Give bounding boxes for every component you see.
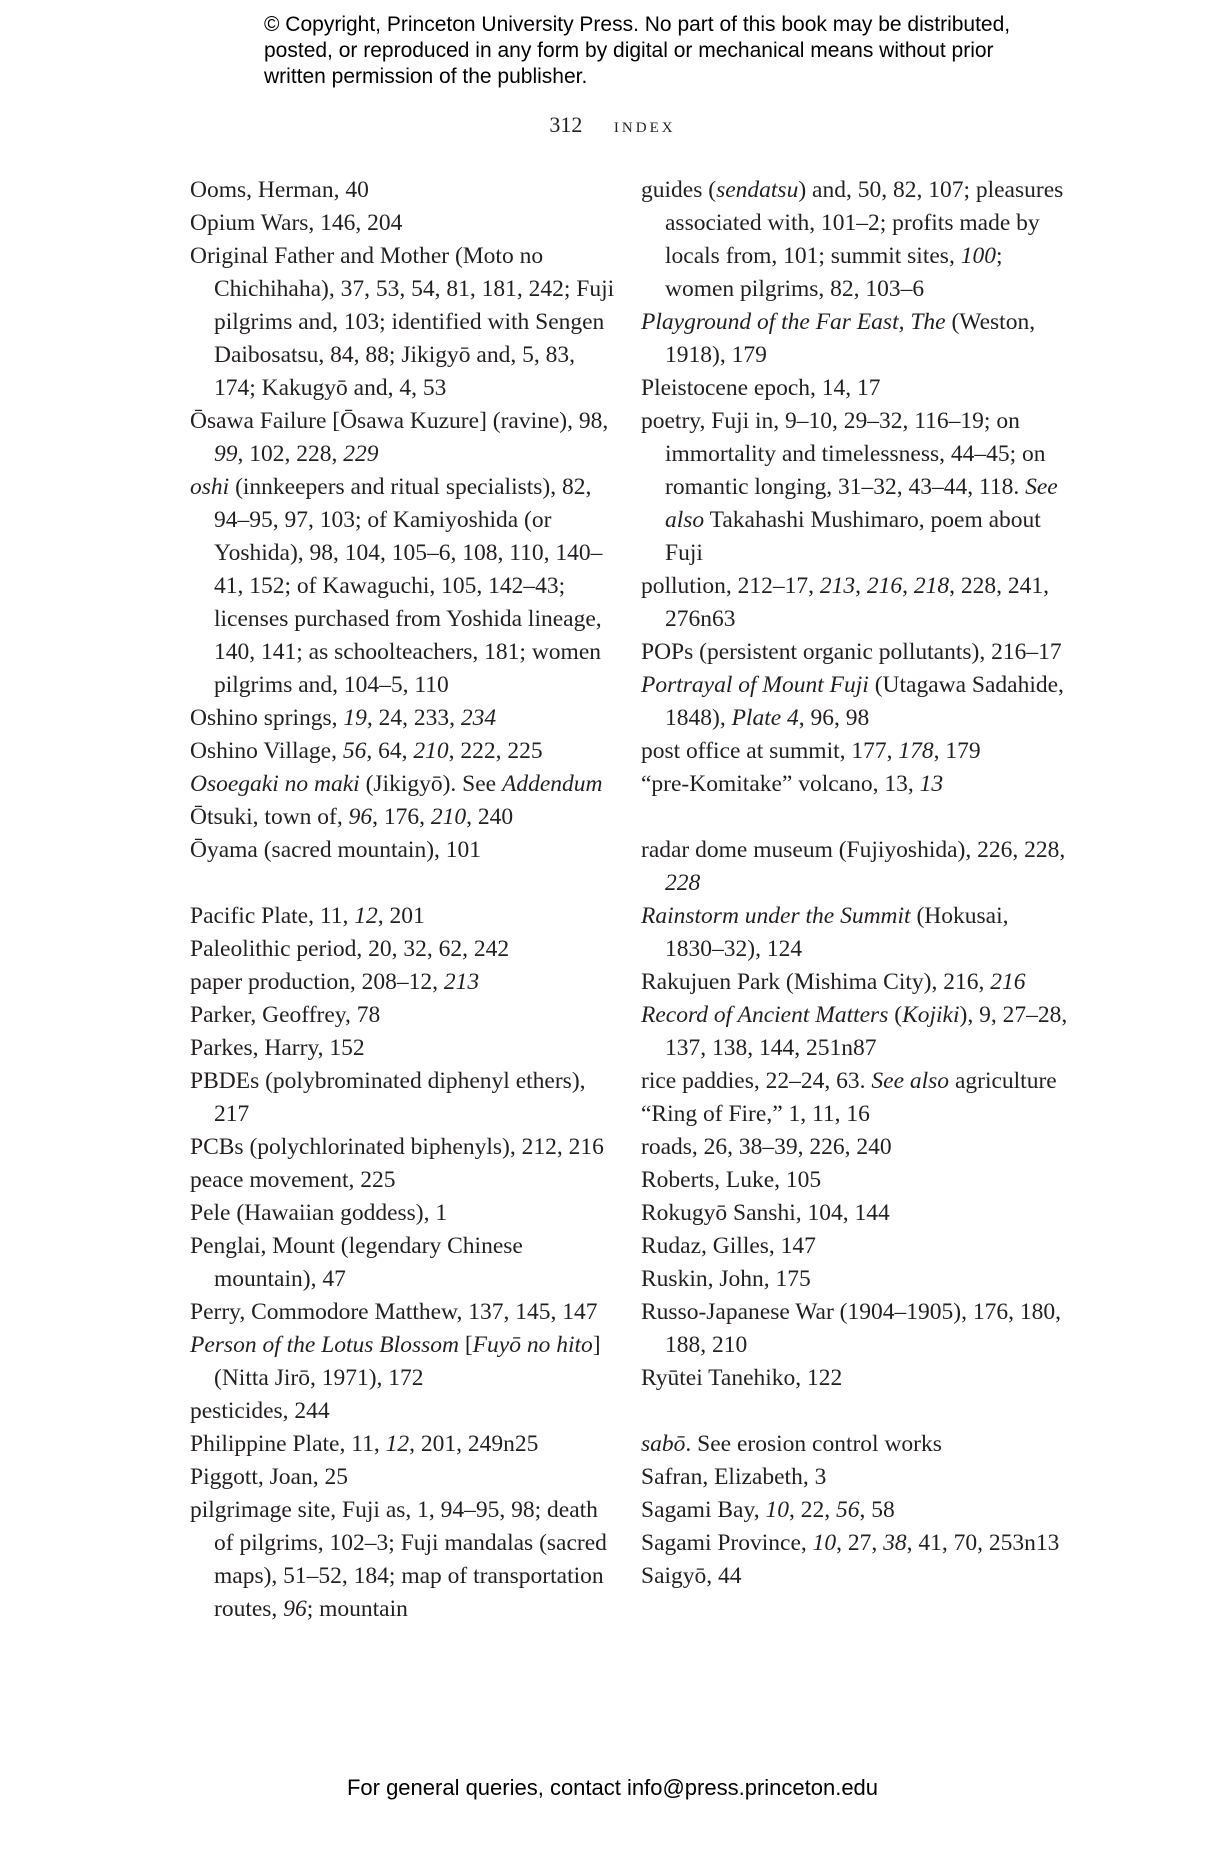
running-head bbox=[0, 112, 1225, 138]
section-gap bbox=[641, 801, 1071, 834]
index-entry: paper production, 208–12, 213 bbox=[190, 969, 480, 995]
index-entry: Ōyama (sacred mountain), 101 bbox=[190, 837, 482, 863]
index-entry: Sagami Province, 10, 27, 38, 41, 70, 253n13 bbox=[641, 1530, 1060, 1556]
index-entry: Rakujuen Park (Mishima City), 216, 216 bbox=[641, 969, 1026, 995]
index-entry: sabō. See erosion control works bbox=[641, 1431, 942, 1457]
index-entry: oshi (innkeepers and ritual specialists), 82, 94–95, 97, 103; of Kamiyoshida (or Yoshida), 98, 104, 105–6, 108, 110, 140–41, 152; of Kawaguchi, 105, 142–43; licenses purchased from Yoshida lineage, 140, 141; as schoolteachers, 181; women pilgrims and, 104–5, 110 bbox=[190, 474, 603, 698]
copyright-notice: © Copyright, Princeton University Press. No part of this book may be distributed, posted, or reproduced in any form by digital or mechanical means without prior written permission of the publisher. bbox=[264, 13, 1011, 88]
index-entry: Rokugyō Sanshi, 104, 144 bbox=[641, 1200, 890, 1226]
contact-footer: For general queries, contact info@press.princeton.edu bbox=[346, 1775, 879, 1800]
index-entry: Ruskin, John, 175 bbox=[641, 1266, 811, 1292]
index-entry: pilgrimage site, Fuji as, 1, 94–95, 98; death of pilgrims, 102–3; Fuji mandalas (sacred maps), 51–52, 184; map of transportation routes, 96; mountain bbox=[190, 1497, 607, 1622]
index-entry: pesticides, 244 bbox=[190, 1398, 330, 1424]
index-entry: Roberts, Luke, 105 bbox=[641, 1167, 822, 1193]
index-entry: Rudaz, Gilles, 147 bbox=[641, 1233, 816, 1259]
index-entry: Russo-Japanese War (1904–1905), 176, 180, 188, 210 bbox=[641, 1299, 1061, 1358]
index-entry: Person of the Lotus Blossom [Fuyō no hito] (Nitta Jirō, 1971), 172 bbox=[190, 1332, 601, 1391]
index-entry: rice paddies, 22–24, 63. See also agriculture bbox=[641, 1068, 1057, 1094]
index-entry: Saigyō, 44 bbox=[641, 1563, 742, 1589]
index-entry: Portrayal of Mount Fuji (Utagawa Sadahide, 1848), Plate 4, 96, 98 bbox=[641, 672, 1064, 731]
index-entry: Osoegaki no maki (Jikigyō). See Addendum bbox=[190, 771, 603, 797]
index-entry: Record of Ancient Matters (Kojiki), 9, 27–28, 137, 138, 144, 251n87 bbox=[641, 1002, 1068, 1061]
index-entry: Pleistocene epoch, 14, 17 bbox=[641, 375, 881, 401]
index-entry: Playground of the Far East, The (Weston, 1918), 179 bbox=[641, 309, 1036, 368]
index-entry: POPs (persistent organic pollutants), 216–17 bbox=[641, 639, 1062, 665]
index-column-left bbox=[190, 174, 615, 1626]
index-entry: Parker, Geoffrey, 78 bbox=[190, 1002, 381, 1028]
index-entry: Opium Wars, 146, 204 bbox=[190, 210, 403, 236]
index-entry: Ooms, Herman, 40 bbox=[190, 177, 369, 203]
section-gap bbox=[190, 867, 615, 900]
index-entry: Philippine Plate, 11, 12, 201, 249n25 bbox=[190, 1431, 539, 1457]
index-entry: Ryūtei Tanehiko, 122 bbox=[641, 1365, 843, 1391]
index-entry: Safran, Elizabeth, 3 bbox=[641, 1464, 827, 1490]
index-entry: Ōtsuki, town of, 96, 176, 210, 240 bbox=[190, 804, 514, 830]
index-entry: radar dome museum (Fujiyoshida), 226, 228, 228 bbox=[641, 837, 1066, 896]
index-entry: PCBs (polychlorinated biphenyls), 212, 216 bbox=[190, 1134, 604, 1160]
index-entry: Oshino springs, 19, 24, 233, 234 bbox=[190, 705, 497, 731]
index-entry: Original Father and Mother (Moto no Chichihaha), 37, 53, 54, 81, 181, 242; Fuji pilgrims and, 103; identified with Sengen Daibosatsu, 84, 88; Jikigyō and, 5, 83, 174; Kakugyō and, 4, 53 bbox=[190, 243, 615, 401]
index-entry: Pacific Plate, 11, 12, 201 bbox=[190, 903, 425, 929]
index-entry: post office at summit, 177, 178, 179 bbox=[641, 738, 981, 764]
index-entry: Ōsawa Failure [Ōsawa Kuzure] (ravine), 98, 99, 102, 228, 229 bbox=[190, 408, 609, 467]
index-entry: peace movement, 225 bbox=[190, 1167, 396, 1193]
index-entry: guides (sendatsu) and, 50, 82, 107; pleasures associated with, 101–2; profits made by locals from, 101; summit sites, 100; women pilgrims, 82, 103–6 bbox=[641, 177, 1064, 302]
index-entry: poetry, Fuji in, 9–10, 29–32, 116–19; on immortality and timelessness, 44–45; on romantic longing, 31–32, 43–44, 118. See also Takahashi Mushimaro, poem about Fuji bbox=[641, 408, 1058, 566]
index-entry: Paleolithic period, 20, 32, 62, 242 bbox=[190, 936, 510, 962]
page-number: 312 bbox=[549, 112, 583, 137]
index-entry: PBDEs (polybrominated diphenyl ethers), 217 bbox=[190, 1068, 586, 1127]
index-entry: Piggott, Joan, 25 bbox=[190, 1464, 348, 1490]
index-entry: roads, 26, 38–39, 226, 240 bbox=[641, 1134, 892, 1160]
index-entry: Penglai, Mount (legendary Chinese mountain), 47 bbox=[190, 1233, 523, 1292]
index-entry: Rainstorm under the Summit (Hokusai, 1830–32), 124 bbox=[641, 903, 1009, 962]
running-title: index bbox=[613, 112, 676, 137]
index-entry: Perry, Commodore Matthew, 137, 145, 147 bbox=[190, 1299, 598, 1325]
index-entry: “pre-Komitake” volcano, 13, 13 bbox=[641, 771, 944, 797]
index-entry: Pele (Hawaiian goddess), 1 bbox=[190, 1200, 448, 1226]
index-column-right bbox=[641, 174, 1071, 1593]
section-gap bbox=[641, 1395, 1071, 1428]
index-entry: Parkes, Harry, 152 bbox=[190, 1035, 365, 1061]
index-entry: pollution, 212–17, 213, 216, 218, 228, 241, 276n63 bbox=[641, 573, 1049, 632]
index-entry: Sagami Bay, 10, 22, 56, 58 bbox=[641, 1497, 895, 1523]
index-entry: “Ring of Fire,” 1, 11, 16 bbox=[641, 1101, 870, 1127]
index-entry: Oshino Village, 56, 64, 210, 222, 225 bbox=[190, 738, 543, 764]
